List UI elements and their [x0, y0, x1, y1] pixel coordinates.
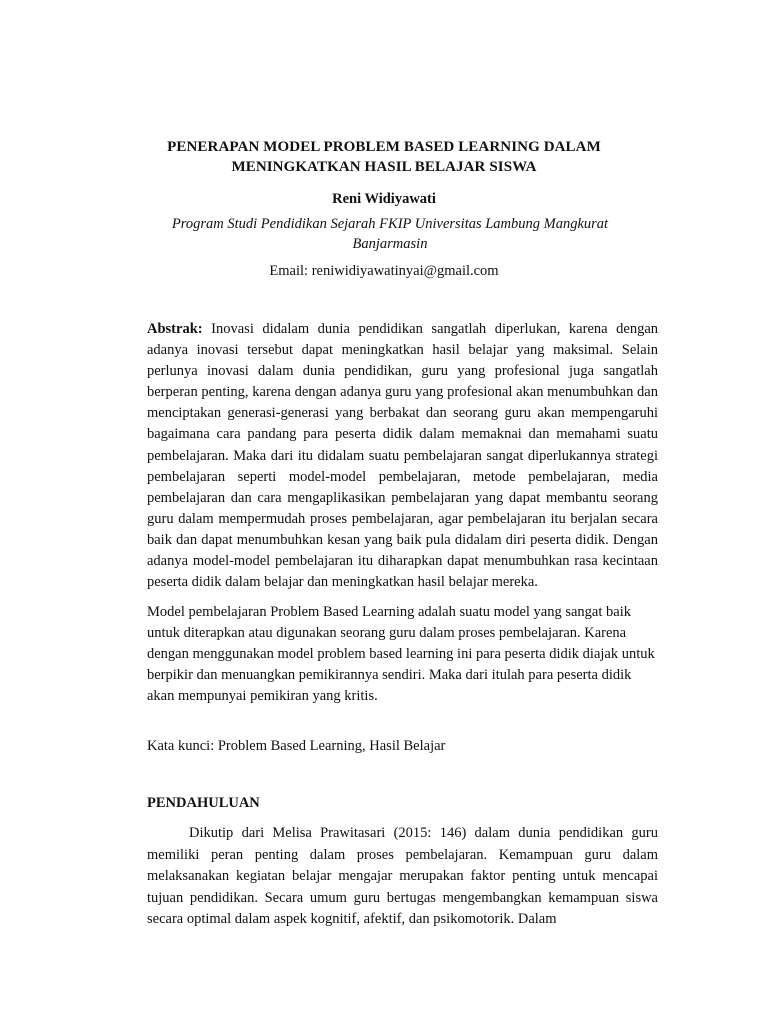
author-name: Reni Widiyawati — [332, 191, 436, 207]
abstract-label: Abstrak: — [147, 321, 203, 337]
keywords: Kata kunci: Problem Based Learning, Hasil Belajar — [147, 738, 446, 754]
paper-title-line-1: PENERAPAN MODEL PROBLEM BASED LEARNING DALAM — [167, 139, 601, 155]
abstract-paragraph-2: Model pembelajaran Problem Based Learning adalah suatu model yang sangat baik untuk diterapkan atau digunakan seorang guru dalam proses pembelajaran. Karena dengan menggunakan model problem based learning ini para peserta didik diajak untuk berpikir dan menuangkan pemikirannya sendiri. Maka dari itulah para peserta didik akan mempunyai pemikiran yang kritis. — [147, 604, 655, 705]
affiliation-line-2: Banjarmasin — [352, 236, 428, 252]
paper-title — [110, 137, 658, 177]
author-affiliation — [160, 214, 620, 254]
author-email: Email: reniwidiyawatinyai@gmail.com — [269, 263, 499, 279]
abstract-paragraph-1 — [147, 319, 658, 593]
abstract-text: Inovasi didalam dunia pendidikan sangatlah diperlukan, karena dengan adanya inovasi tersebut dapat meningkatkan hasil belajar yang maksimal. Selain perlunya inovasi dalam dunia pendidikan, guru yang profesional juga sangatlah berperan penting, karena dengan adanya guru yang profesional akan menumbuhkan dan menciptakan generasi-generasi yang berbakat dan seorang guru akan mempengaruhi bagaimana cara pandang para peserta didik dalam memaknai dan memahami suatu pembelajaran. Maka dari itu didalam suatu pembelajaran sangat diperlukannya strategi pembelajaran seperti model-model pembelajaran, metode pembelajaran, media pembelajaran dan cara mengaplikasikan pembelajaran yang dapat membantu seorang guru dalam mempermudah proses pembelajaran, agar pembelajaran itu berjalan secara baik dan dapat menumbuhkan kesan yang baik pula didalam diri peserta didik. Dengan adanya model-model pembelajaran itu diharapkan dapat menumbuhkan rasa kecintaan peserta didik dalam belajar dan meningkatkan hasil belajar mereka. — [147, 321, 658, 591]
section-heading-introduction: PENDAHULUAN — [147, 795, 260, 811]
introduction-paragraph: Dikutip dari Melisa Prawitasari (2015: 146) dalam dunia pendidikan guru memiliki peran penting dalam proses pembelajaran. Kemampuan guru dalam melaksanakan kegiatan belajar mengajar merupakan faktor penting untuk mencapai tujuan pendidikan. Secara umum guru bertugas mengembangkan kemampuan siswa secara optimal dalam aspek kognitif, afektif, dan psikomotorik. Dalam — [147, 825, 658, 928]
paper-title-line-2: MENINGKATKAN HASIL BELAJAR SISWA — [231, 159, 537, 175]
affiliation-line-1: Program Studi Pendidikan Sejarah FKIP Universitas Lambung Mangkurat — [171, 216, 609, 232]
